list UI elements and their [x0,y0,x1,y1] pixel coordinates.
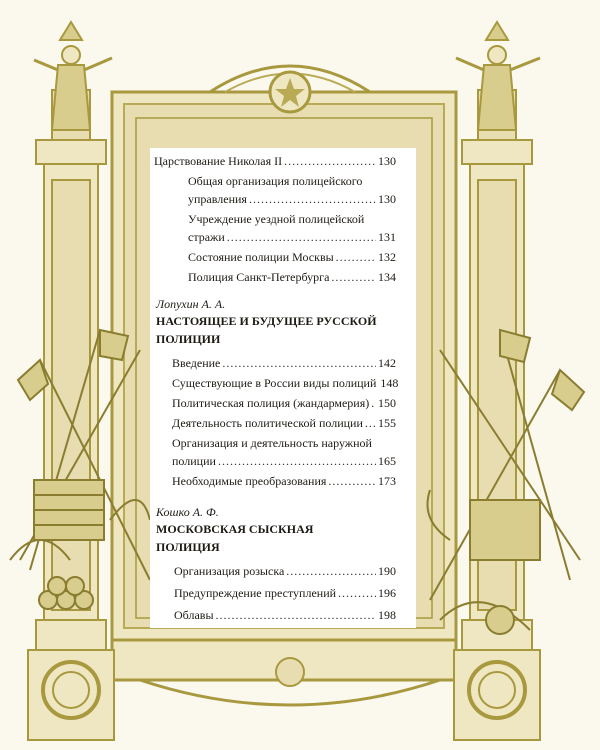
section-author: Лопухин А. А. [156,297,226,311]
contents-page [150,148,416,628]
toc-entry[interactable] [172,414,396,432]
toc-entry[interactable] [172,354,396,372]
toc-entry-title: стражи [188,230,225,244]
toc-entry[interactable] [172,472,396,490]
toc-entry-page: 142 [378,356,396,370]
section-author: Кошко А. Ф. [156,505,219,519]
toc-entry-page: 130 [378,192,396,206]
toc-entry[interactable] [188,268,396,286]
toc-entry-title: Деятельность политической полиции [172,416,363,430]
toc-entry-title: Введение [172,356,221,370]
leader-dots [331,268,376,286]
toc-entry-title-line: Общая организация полицейского [188,174,363,188]
leader-dots [365,414,376,432]
toc-entry-title: Предупреждение преступлений [174,586,337,600]
leader-dots [336,248,376,266]
toc-entry-page: 198 [378,608,396,622]
toc-entry-title: Политическая полиция (жандармерия) [172,396,370,410]
leader-dots [286,562,376,580]
toc-entry-page: 190 [378,564,396,578]
toc-entry-title-line: Организация и деятельность наружной [172,436,372,450]
toc-entry-page: 132 [378,250,396,264]
leader-dots [222,354,376,372]
toc-entry-title-line: Учреждение уездной полицейской [188,212,365,226]
toc-entry-page: 196 [378,586,396,600]
leader-dots [249,190,376,208]
section-title: ПОЛИЦИИ [156,332,221,346]
toc-entry-title: Полиция Санкт-Петербурга [188,270,330,284]
toc-entry-page: 148 [380,376,399,390]
leader-dots [338,584,376,602]
toc-entry-page: 173 [378,474,396,488]
toc-entry[interactable] [172,394,396,412]
toc-entry-title: управления [188,192,247,206]
toc-entry[interactable] [188,248,396,266]
section-title: НАСТОЯЩЕЕ И БУДУЩЕЕ РУССКОЙ [156,314,377,328]
toc-entry[interactable] [172,452,396,470]
section-title: ПОЛИЦИЯ [156,540,220,554]
toc-entry[interactable] [188,228,396,246]
toc-entry-page: 155 [378,416,396,430]
section-title: МОСКОВСКАЯ СЫСКНАЯ [156,522,314,536]
toc-entry-title: Необходимые преобразования [172,474,327,488]
toc-entry[interactable] [188,190,396,208]
toc-entry-page: 150 [378,396,396,410]
toc-entry-page: 131 [378,230,396,244]
leader-dots [227,228,376,246]
toc-entry[interactable] [174,606,396,624]
toc-entry-title: Царствование Николая II [154,154,283,168]
toc-entry-title: полиции [172,454,216,468]
toc-entry-page: 134 [378,270,396,284]
leader-dots [216,606,376,624]
toc-entry[interactable] [174,584,396,602]
toc-entry[interactable] [174,562,396,580]
toc-entry[interactable] [172,374,399,392]
toc-entry-page: 165 [378,454,396,468]
toc-entry-title: Существующие в России виды полиций [172,376,377,390]
toc-entry-title: Облавы [174,608,214,622]
toc-entry[interactable] [154,152,396,170]
leader-dots [284,152,376,170]
leader-dots [328,472,376,490]
toc-entry-title: Организация розыска [174,564,285,578]
toc-entry-page: 130 [378,154,396,168]
toc-entry-title: Состояние полиции Москвы [188,250,334,264]
leader-dots [371,394,376,412]
leader-dots [218,452,376,470]
